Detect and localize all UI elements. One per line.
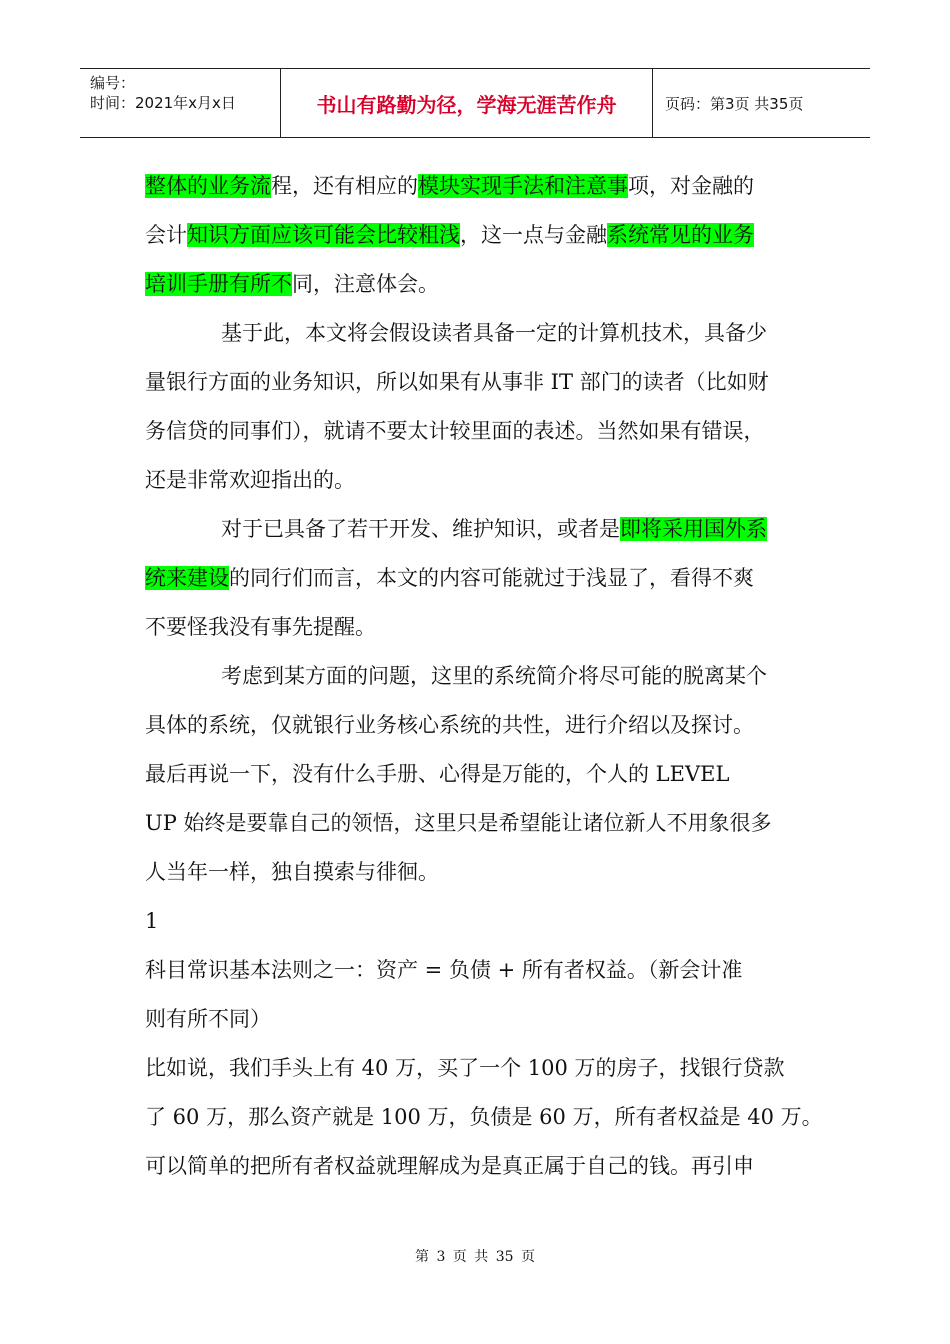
header-motto: 书山有路勤为径，学海无涯苦作舟 (281, 69, 653, 137)
body-text: 项，对金融的 (628, 174, 754, 198)
highlight-text: 模块实现手法和注意事 (418, 174, 628, 198)
header-page-info: 页码：第3页 共35页 (665, 94, 804, 113)
text-line (145, 505, 817, 554)
text-line: 则有所不同） (145, 1007, 271, 1031)
highlight-text: 培训手册有所不 (145, 272, 292, 296)
highlight-text: 整体的业务流 (145, 174, 271, 198)
text-line: 可以简单的把所有者权益就理解成为是真正属于自己的钱。再引申 (145, 1154, 754, 1178)
text-line: 人当年一样，独自摸索与徘徊。 (145, 860, 439, 884)
text-line: 务信贷的同事们），就请不要太计较里面的表述。当然如果有错误， (145, 419, 765, 443)
text-line: 最后再说一下，没有什么手册、心得是万能的，个人的 LEVEL (145, 762, 730, 786)
text-line: 基于此，本文将会假设读者具备一定的计算机技术，具备少 (221, 321, 767, 345)
text-line: UP 始终是要靠自己的领悟，这里只是希望能让诸位新人不用象很多 (145, 811, 772, 835)
text-line (145, 554, 817, 603)
text-line: 量银行方面的业务知识，所以如果有从事非 IT 部门的读者（比如财 (145, 370, 769, 394)
body-text: 会计 (145, 223, 187, 247)
body-text: 对于已具备了若干开发、维护知识，或者是 (221, 517, 620, 541)
highlight-text: 统来建设 (145, 566, 229, 590)
body-text: 同，注意体会。 (292, 272, 439, 296)
highlight-text: 即将采用国外系 (620, 517, 767, 541)
text-line (145, 211, 817, 260)
body-text: 的同行们而言，本文的内容可能就过于浅显了，看得不爽 (229, 566, 754, 590)
text-line: 考虑到某方面的问题，这里的系统简介将尽可能的脱离某个 (221, 664, 767, 688)
text-line (145, 260, 817, 309)
header-meta-cell (80, 69, 281, 137)
highlight-text: 系统常见的业务 (607, 223, 754, 247)
time-label: 时间：2021年x月x日 (90, 94, 236, 112)
page-header (80, 68, 870, 138)
section-number: 1 (145, 909, 159, 933)
highlight-text: 知识方面应该可能会比较粗浅 (187, 223, 460, 247)
text-line (145, 162, 817, 211)
number-label: 编号： (90, 74, 136, 92)
body-text: ，这一点与金融 (460, 223, 607, 247)
text-line: 比如说，我们手头上有 40 万，买了一个 100 万的房子，找银行贷款 (145, 1056, 785, 1080)
text-line: 具体的系统，仅就银行业务核心系统的共性，进行介绍以及探讨。 (145, 713, 754, 737)
text-line: 还是非常欢迎指出的。 (145, 468, 355, 492)
document-body (145, 162, 823, 1191)
body-text: 程，还有相应的 (271, 174, 418, 198)
text-line: 了 60 万，那么资产就是 100 万，负债是 60 万，所有者权益是 40 万。 (145, 1105, 823, 1129)
page-footer: 第 3 页 共 35 页 (415, 1249, 535, 1265)
text-line: 科目常识基本法则之一：资产 = 负债 + 所有者权益。（新会计准 (145, 958, 743, 982)
text-line: 不要怪我没有事先提醒。 (145, 615, 376, 639)
